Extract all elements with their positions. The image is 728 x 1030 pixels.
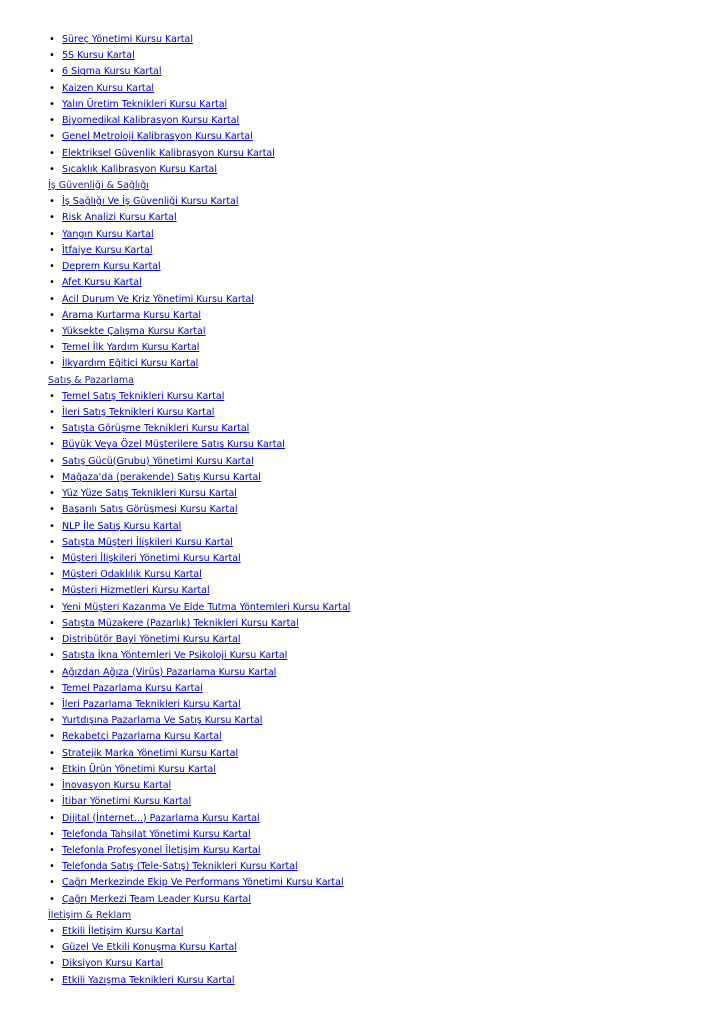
course-link[interactable]: Stratejik Marka Yönetimi Kursu Kartal bbox=[62, 747, 239, 759]
course-link[interactable]: Diksiyon Kursu Kartal bbox=[62, 958, 164, 970]
bullet-icon: • bbox=[49, 455, 55, 467]
bullet-icon: • bbox=[49, 926, 55, 938]
section-heading-link[interactable]: İş Güvenliği & Sağlığı bbox=[48, 179, 149, 191]
list-item bbox=[48, 454, 708, 470]
course-link[interactable]: Genel Metroloji Kalibrasyon Kursu Kartal bbox=[62, 131, 253, 143]
list-item bbox=[48, 746, 708, 762]
bullet-icon: • bbox=[49, 82, 55, 94]
bullet-icon: • bbox=[49, 715, 55, 727]
list-item bbox=[48, 665, 708, 681]
course-link[interactable]: Distribütör Bayi Yönetimi Kursu Kartal bbox=[62, 634, 241, 646]
bullet-icon: • bbox=[49, 698, 55, 710]
course-link[interactable]: Yurtdışına Pazarlama Ve Satış Kursu Kartal bbox=[62, 715, 263, 727]
list-item bbox=[48, 648, 708, 664]
bullet-icon: • bbox=[49, 293, 55, 305]
course-link[interactable]: Çağrı Merkezi Team Leader Kursu Kartal bbox=[62, 893, 252, 905]
list-item bbox=[48, 502, 708, 518]
list-item bbox=[48, 973, 708, 989]
list-item bbox=[48, 811, 708, 827]
bullet-icon: • bbox=[49, 553, 55, 564]
list-item bbox=[48, 210, 708, 226]
list-item bbox=[48, 194, 708, 210]
bullet-icon: • bbox=[49, 974, 55, 986]
list-item bbox=[48, 324, 708, 340]
section-heading-link[interactable]: Satış & Pazarlama bbox=[48, 374, 134, 386]
bullet-icon: • bbox=[49, 861, 55, 873]
course-link[interactable]: Müşteri Hizmetleri Kursu Kartal bbox=[62, 585, 210, 597]
list-item bbox=[48, 940, 708, 956]
list-item bbox=[48, 519, 708, 535]
list-item bbox=[48, 275, 708, 291]
bullet-icon: • bbox=[49, 407, 55, 419]
course-link[interactable]: Acil Durum Ve Kriz Yönetimi Kursu Kartal bbox=[62, 293, 254, 305]
bullet-icon: • bbox=[49, 942, 55, 954]
list-item bbox=[48, 64, 708, 80]
course-link[interactable]: Müşteri İlişkileri Yönetimi Kursu Kartal bbox=[62, 553, 241, 564]
list-item bbox=[48, 308, 708, 324]
course-link[interactable]: Afet Kursu Kartal bbox=[62, 277, 142, 289]
bullet-icon: • bbox=[49, 747, 55, 759]
list-item bbox=[48, 32, 708, 48]
course-link[interactable]: Yeni Müşteri Kazanma Ve Elde Tutma Yöntemleri Kursu Kartal bbox=[62, 601, 351, 613]
section-heading[interactable] bbox=[48, 373, 708, 389]
list-item bbox=[48, 583, 708, 599]
list-item bbox=[48, 340, 708, 356]
list-item bbox=[48, 437, 708, 453]
list-item bbox=[48, 97, 708, 113]
bullet-icon: • bbox=[49, 796, 55, 808]
list-item bbox=[48, 292, 708, 308]
course-link[interactable]: İnovasyon Kursu Kartal bbox=[62, 780, 172, 792]
list-item bbox=[48, 48, 708, 64]
course-link[interactable]: İleri Satış Teknikleri Kursu Kartal bbox=[62, 407, 215, 419]
course-link[interactable]: Süreç Yönetimi Kursu Kartal bbox=[62, 34, 193, 45]
course-link[interactable]: 5S Kursu Kartal bbox=[62, 50, 135, 62]
bullet-icon: • bbox=[49, 763, 55, 775]
bullet-icon: • bbox=[49, 163, 55, 175]
bullet-icon: • bbox=[49, 536, 55, 548]
list-item bbox=[48, 81, 708, 97]
course-link[interactable]: Telefonla Profesyonel İletişim Kursu Kartal bbox=[62, 844, 261, 856]
bullet-icon: • bbox=[49, 50, 55, 62]
course-link[interactable]: Etkili Yazışma Teknikleri Kursu Kartal bbox=[62, 974, 235, 986]
bullet-icon: • bbox=[49, 196, 55, 208]
list-item bbox=[48, 843, 708, 859]
bullet-icon: • bbox=[49, 358, 55, 370]
list-item bbox=[48, 924, 708, 940]
bullet-icon: • bbox=[49, 731, 55, 743]
section-heading[interactable] bbox=[48, 908, 708, 924]
list-item bbox=[48, 389, 708, 405]
course-link[interactable]: Dijital (İnternet...) Pazarlama Kursu Kartal bbox=[62, 812, 260, 824]
course-link[interactable]: NLP İle Satış Kursu Kartal bbox=[62, 520, 182, 532]
list-item bbox=[48, 778, 708, 794]
course-link[interactable]: Büyük Veya Özel Müşterilere Satış Kursu Kartal bbox=[62, 439, 285, 451]
bullet-icon: • bbox=[49, 488, 55, 500]
bullet-icon: • bbox=[49, 390, 55, 402]
course-link[interactable]: Satışta Görüşme Teknikleri Kursu Kartal bbox=[62, 423, 250, 435]
course-list bbox=[48, 32, 708, 989]
bullet-icon: • bbox=[49, 585, 55, 597]
bullet-icon: • bbox=[49, 439, 55, 451]
course-link[interactable]: Temel Pazarlama Kursu Kartal bbox=[62, 682, 203, 694]
bullet-icon: • bbox=[49, 780, 55, 792]
bullet-icon: • bbox=[49, 471, 55, 483]
bullet-icon: • bbox=[49, 115, 55, 127]
bullet-icon: • bbox=[49, 877, 55, 889]
bullet-icon: • bbox=[49, 325, 55, 337]
bullet-icon: • bbox=[49, 309, 55, 321]
course-link[interactable]: Temel Satış Teknikleri Kursu Kartal bbox=[62, 390, 225, 402]
bullet-icon: • bbox=[49, 228, 55, 240]
course-link[interactable]: Yüksekte Çalışma Kursu Kartal bbox=[62, 325, 206, 337]
course-link[interactable]: Kaizen Kursu Kartal bbox=[62, 82, 155, 94]
list-item bbox=[48, 827, 708, 843]
list-item bbox=[48, 600, 708, 616]
list-item bbox=[48, 875, 708, 891]
list-item bbox=[48, 129, 708, 145]
course-link[interactable]: Etkin Ürün Yönetimi Kursu Kartal bbox=[62, 763, 216, 775]
course-link[interactable]: İş Sağlığı Ve İş Güvenliği Kursu Kartal bbox=[62, 196, 239, 208]
bullet-icon: • bbox=[49, 617, 55, 629]
list-item bbox=[48, 113, 708, 129]
section-heading-link[interactable]: İletişim & Reklam bbox=[48, 909, 132, 921]
bullet-icon: • bbox=[49, 520, 55, 532]
course-link[interactable]: 6 Sigma Kursu Kartal bbox=[62, 66, 162, 78]
course-link[interactable]: Deprem Kursu Kartal bbox=[62, 261, 161, 273]
bullet-icon: • bbox=[49, 423, 55, 435]
course-link[interactable]: Risk Analizi Kursu Kartal bbox=[62, 212, 177, 224]
bullet-icon: • bbox=[49, 131, 55, 143]
bullet-icon: • bbox=[49, 261, 55, 273]
list-item bbox=[48, 551, 708, 567]
bullet-icon: • bbox=[49, 650, 55, 662]
bullet-icon: • bbox=[49, 601, 55, 613]
bullet-icon: • bbox=[49, 244, 55, 256]
list-item bbox=[48, 632, 708, 648]
list-item bbox=[48, 470, 708, 486]
bullet-icon: • bbox=[49, 34, 55, 45]
bullet-icon: • bbox=[49, 812, 55, 824]
course-link[interactable]: Elektriksel Güvenlik Kalibrasyon Kursu Kartal bbox=[62, 147, 275, 159]
course-link[interactable]: Mağaza'da (perakende) Satış Kursu Kartal bbox=[62, 471, 261, 483]
list-item bbox=[48, 956, 708, 972]
course-link[interactable]: Telefonda Satış (Tele-Satış) Teknikleri Kursu Kartal bbox=[62, 861, 298, 873]
course-link[interactable]: İtfaiye Kursu Kartal bbox=[62, 244, 153, 256]
course-link[interactable]: Arama Kurtarma Kursu Kartal bbox=[62, 309, 202, 321]
bullet-icon: • bbox=[49, 342, 55, 354]
course-link[interactable]: İlkyardım Eğitici Kursu Kartal bbox=[62, 358, 199, 370]
list-item bbox=[48, 162, 708, 178]
list-item bbox=[48, 729, 708, 745]
bullet-icon: • bbox=[49, 828, 55, 840]
course-link[interactable]: Yangın Kursu Kartal bbox=[62, 228, 154, 240]
list-item bbox=[48, 146, 708, 162]
course-link[interactable]: Müşteri Odaklılık Kursu Kartal bbox=[62, 569, 202, 581]
course-link[interactable]: Başarılı Satış Görüşmesi Kursu Kartal bbox=[62, 504, 238, 516]
section-heading[interactable] bbox=[48, 178, 708, 194]
bullet-icon: • bbox=[49, 147, 55, 159]
bullet-icon: • bbox=[49, 958, 55, 970]
course-link[interactable]: Temel İlk Yardım Kursu Kartal bbox=[62, 342, 200, 354]
list-item bbox=[48, 794, 708, 810]
bullet-icon: • bbox=[49, 844, 55, 856]
bullet-icon: • bbox=[49, 277, 55, 289]
course-link[interactable]: Satışta Müzakere (Pazarlık) Teknikleri Kursu Kartal bbox=[62, 617, 299, 629]
list-item bbox=[48, 859, 708, 875]
course-link[interactable]: Yalın Üretim Teknikleri Kursu Kartal bbox=[62, 98, 228, 110]
course-link[interactable]: Telefonda Tahsilat Yönetimi Kursu Kartal bbox=[62, 828, 251, 840]
list-item bbox=[48, 243, 708, 259]
course-link[interactable]: Yüz Yüze Satış Teknikleri Kursu Kartal bbox=[62, 488, 237, 500]
list-item bbox=[48, 486, 708, 502]
course-link[interactable]: Sıcaklık Kalibrasyon Kursu Kartal bbox=[62, 163, 218, 175]
list-item bbox=[48, 421, 708, 437]
course-link[interactable]: Satış Gücü(Grubu) Yönetimi Kursu Kartal bbox=[62, 455, 254, 467]
list-item bbox=[48, 356, 708, 372]
course-link[interactable]: Ağızdan Ağıza (Virüs) Pazarlama Kursu Kartal bbox=[62, 666, 277, 678]
course-link[interactable]: Satışta İkna Yöntemleri Ve Psikoloji Kursu Kartal bbox=[62, 650, 288, 662]
course-link[interactable]: Satışta Müşteri İlişkileri Kursu Kartal bbox=[62, 536, 233, 548]
list-item bbox=[48, 227, 708, 243]
list-item bbox=[48, 567, 708, 583]
course-link[interactable]: Rekabetçi Pazarlama Kursu Kartal bbox=[62, 731, 222, 743]
bullet-icon: • bbox=[49, 98, 55, 110]
course-link[interactable]: Çağrı Merkezinde Ekip Ve Performans Yönetimi Kursu Kartal bbox=[62, 877, 344, 889]
course-link[interactable]: Güzel Ve Etkili Konuşma Kursu Kartal bbox=[62, 942, 237, 954]
bullet-icon: • bbox=[49, 682, 55, 694]
bullet-icon: • bbox=[49, 212, 55, 224]
course-link[interactable]: Etkili İletişim Kursu Kartal bbox=[62, 926, 184, 938]
list-item bbox=[48, 762, 708, 778]
bullet-icon: • bbox=[49, 666, 55, 678]
list-item bbox=[48, 535, 708, 551]
bullet-icon: • bbox=[49, 893, 55, 905]
course-link[interactable]: İleri Pazarlama Teknikleri Kursu Kartal bbox=[62, 698, 241, 710]
list-item bbox=[48, 681, 708, 697]
bullet-icon: • bbox=[49, 569, 55, 581]
list-item bbox=[48, 892, 708, 908]
list-item bbox=[48, 697, 708, 713]
bullet-icon: • bbox=[49, 634, 55, 646]
list-item bbox=[48, 616, 708, 632]
bullet-icon: • bbox=[49, 66, 55, 78]
list-item bbox=[48, 259, 708, 275]
list-item bbox=[48, 713, 708, 729]
course-link[interactable]: Biyomedikal Kalibrasyon Kursu Kartal bbox=[62, 115, 240, 127]
course-link[interactable]: İtibar Yönetimi Kursu Kartal bbox=[62, 796, 192, 808]
list-item bbox=[48, 405, 708, 421]
bullet-icon: • bbox=[49, 504, 55, 516]
